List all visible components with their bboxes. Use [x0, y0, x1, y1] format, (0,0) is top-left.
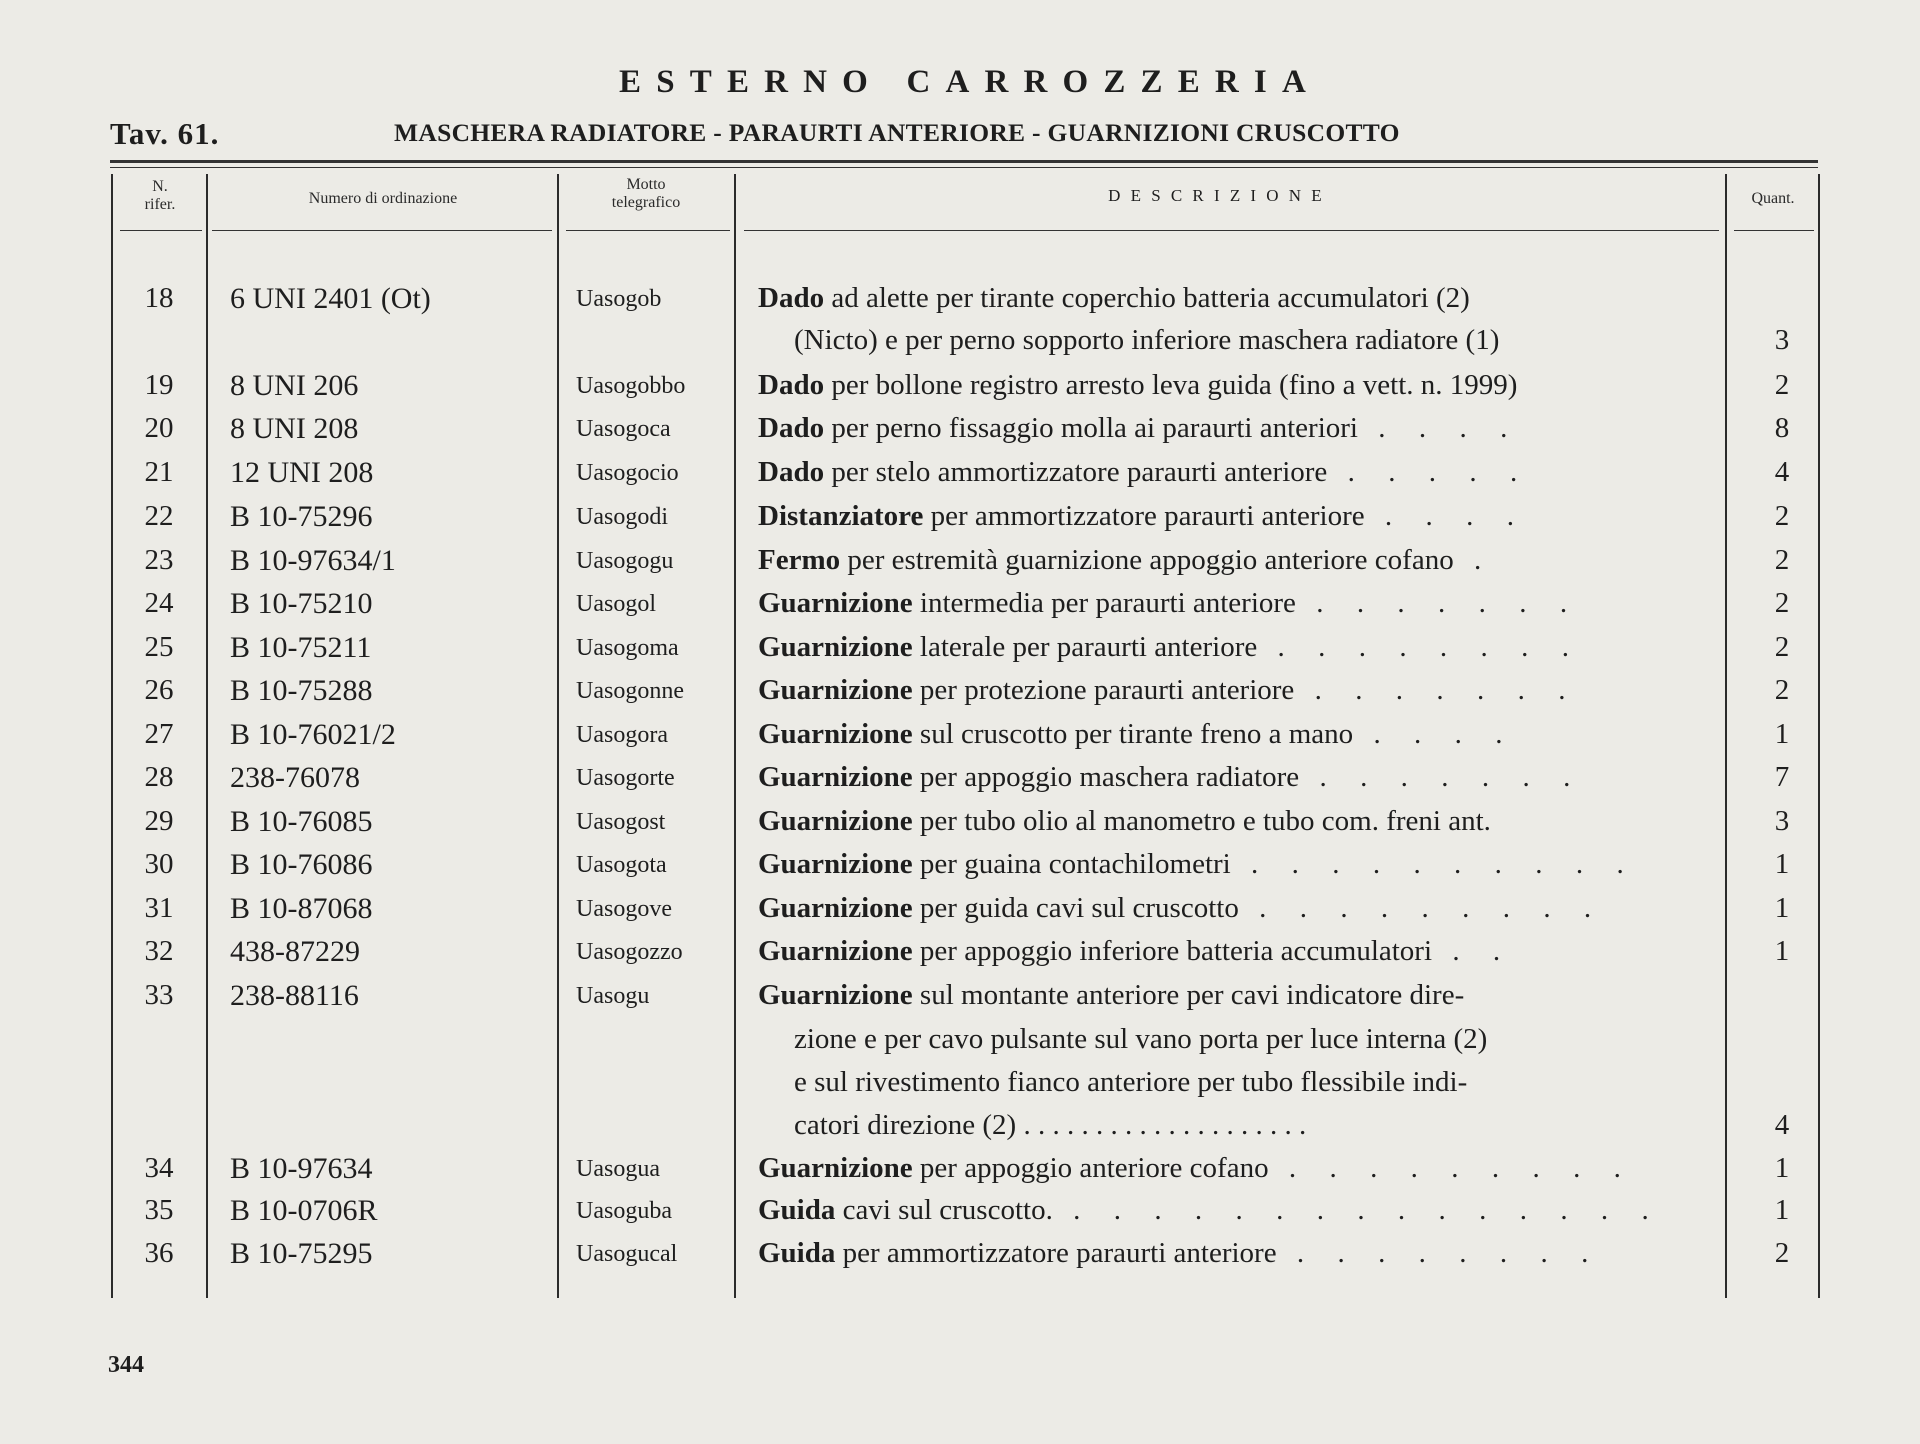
order-number: B 10-87068 — [230, 892, 373, 925]
header-ref-line2: rifer. — [144, 196, 176, 214]
header-underline-order — [212, 230, 552, 231]
part-name: Guarnizione — [758, 979, 913, 1011]
description — [794, 1109, 1708, 1142]
quantity: 3 — [1774, 324, 1790, 356]
plate-number: Tav. 61. — [110, 116, 220, 151]
table-row — [0, 674, 1920, 718]
plate-subtitle: MASCHERA RADIATORE - PARAURTI ANTERIORE - GUARNIZIONI CRUSCOTTO — [394, 118, 1400, 147]
ref-number: 20 — [144, 412, 174, 444]
quantity: 2 — [1774, 587, 1790, 619]
header-ref-line1: N. — [152, 178, 168, 195]
description-text: e sul rivestimento fianco anteriore per tubo flessibile indi- — [794, 1066, 1468, 1098]
telegraphic-code: Uasogoca — [576, 416, 671, 442]
part-name: Dado — [758, 456, 825, 488]
quantity: 2 — [1774, 500, 1790, 532]
table-row — [0, 848, 1920, 892]
description-text: per perno fissaggio molla ai paraurti anteriori — [824, 412, 1358, 444]
ref-number: 30 — [144, 848, 174, 880]
part-name: Guarnizione — [758, 848, 913, 880]
description — [758, 544, 1708, 577]
part-name: Dado — [758, 282, 825, 314]
leader-dots: . . . . . . . . . . — [1230, 848, 1637, 880]
table-row — [0, 456, 1920, 500]
description — [758, 718, 1708, 751]
telegraphic-code: Uasogora — [576, 722, 668, 748]
description — [758, 979, 1708, 1012]
page-number: 344 — [108, 1352, 144, 1378]
order-number: B 10-97634 — [230, 1152, 373, 1185]
description-text: per bollone registro arresto leva guida (fino a vett. n. 1999) — [824, 369, 1518, 401]
quantity: 2 — [1774, 631, 1790, 663]
quantity: 1 — [1774, 1194, 1790, 1226]
description-text: cavi sul cruscotto. — [835, 1194, 1053, 1226]
description-text: per guaina contachilometri — [912, 848, 1231, 880]
telegraphic-code: Uasogove — [576, 896, 672, 922]
leader-dots: . . . . . . . — [1294, 674, 1579, 706]
part-name: Guarnizione — [758, 718, 913, 750]
telegraphic-code: Uasogob — [576, 286, 662, 312]
telegraphic-code: Uasogodi — [576, 504, 668, 530]
quantity: 4 — [1774, 456, 1790, 488]
table-row — [0, 324, 1920, 368]
description-text: per appoggio anteriore cofano — [912, 1152, 1269, 1184]
ref-number: 32 — [144, 935, 174, 967]
description — [758, 848, 1708, 881]
order-number: B 10-76086 — [230, 848, 373, 881]
description-text: catori direzione (2) — [794, 1109, 1017, 1141]
description — [758, 805, 1708, 838]
description — [758, 587, 1708, 620]
telegraphic-code: Uasogonne — [576, 678, 684, 704]
description-text: per appoggio inferiore batteria accumulatori — [912, 935, 1433, 967]
order-number: B 10-75211 — [230, 631, 372, 664]
quantity: 3 — [1774, 805, 1790, 837]
order-number: 8 UNI 208 — [230, 412, 359, 445]
telegraphic-code: Uasogocio — [576, 460, 679, 486]
description — [758, 412, 1708, 445]
leader-dots: . . . . . . . . . . . . . . . . . . . . — [1016, 1109, 1307, 1141]
description — [758, 456, 1708, 489]
order-number: B 10-97634/1 — [230, 544, 396, 577]
leader-dots: . . . . . — [1327, 456, 1531, 488]
description-text: ad alette per tirante coperchio batteria accumulatori (2) — [824, 282, 1470, 314]
ref-number: 29 — [144, 805, 174, 837]
quantity: 1 — [1774, 1152, 1790, 1184]
description — [758, 892, 1708, 925]
quantity: 2 — [1774, 674, 1790, 706]
telegraphic-code: Uasogogu — [576, 548, 674, 574]
table-row — [0, 1194, 1920, 1238]
part-name: Guarnizione — [758, 631, 913, 663]
leader-dots: . . . . . . . . . — [1268, 1152, 1634, 1184]
part-name: Guarnizione — [758, 805, 913, 837]
table-row — [0, 412, 1920, 456]
header-motto-line2: telegrafico — [611, 194, 681, 212]
part-name: Fermo — [758, 544, 841, 576]
part-name: Guarnizione — [758, 587, 913, 619]
telegraphic-code: Uasogota — [576, 852, 667, 878]
table-row — [0, 761, 1920, 805]
order-number: B 10-75296 — [230, 500, 373, 533]
description — [794, 324, 1708, 357]
description — [758, 1237, 1708, 1270]
leader-dots: . . . . . . . — [1299, 761, 1584, 793]
part-name: Guida — [758, 1237, 836, 1269]
leader-dots: . . . . . . . . . . . . . . . — [1052, 1194, 1662, 1226]
order-number: 438-87229 — [230, 935, 360, 968]
order-number: B 10-75295 — [230, 1237, 373, 1270]
description — [758, 369, 1708, 402]
ref-number: 26 — [144, 674, 174, 706]
description-text: per tubo olio al manometro e tubo com. freni ant. — [912, 805, 1491, 837]
quantity: 8 — [1774, 412, 1790, 444]
order-number: 8 UNI 206 — [230, 369, 359, 402]
table-row — [0, 631, 1920, 675]
header-description: DESCRIZIONE — [1108, 186, 1332, 205]
table-row — [0, 892, 1920, 936]
leader-dots: . . . . — [1353, 718, 1516, 750]
ref-number: 33 — [144, 979, 174, 1011]
ref-number: 21 — [144, 456, 174, 488]
order-number: 6 UNI 2401 (Ot) — [230, 282, 431, 315]
part-name: Guarnizione — [758, 761, 913, 793]
table-row — [0, 1023, 1920, 1067]
description-text: sul montante anteriore per cavi indicatore dire- — [912, 979, 1465, 1011]
order-number: 238-76078 — [230, 761, 360, 794]
header-underline-qty — [1734, 230, 1814, 231]
ref-number: 25 — [144, 631, 174, 663]
table-row — [0, 1237, 1920, 1281]
part-name: Dado — [758, 412, 825, 444]
quantity: 1 — [1774, 892, 1790, 924]
order-number: B 10-0706R — [230, 1194, 378, 1227]
ref-number: 24 — [144, 587, 174, 619]
table-row — [0, 544, 1920, 588]
description-text: sul cruscotto per tirante freno a mano — [912, 718, 1354, 750]
ref-number: 35 — [144, 1194, 174, 1226]
description-text: per estremità guarnizione appoggio anteriore cofano — [840, 544, 1454, 576]
quantity: 1 — [1774, 848, 1790, 880]
part-name: Distanziatore — [758, 500, 924, 532]
description — [794, 1066, 1708, 1099]
section-title: ESTERNO CARROZZERIA — [619, 64, 1321, 100]
telegraphic-code: Uasogorte — [576, 765, 675, 791]
table-row — [0, 587, 1920, 631]
table-row — [0, 935, 1920, 979]
ref-number: 34 — [144, 1152, 174, 1184]
part-name: Guida — [758, 1194, 836, 1226]
part-name: Guarnizione — [758, 1152, 913, 1184]
quantity: 1 — [1774, 718, 1790, 750]
table-row — [0, 369, 1920, 413]
header-ref — [118, 178, 202, 215]
table-top-rule — [110, 160, 1818, 163]
telegraphic-code: Uasogu — [576, 983, 650, 1009]
table-row — [0, 282, 1920, 326]
header-qty: Quant. — [1751, 190, 1795, 207]
order-number: B 10-75288 — [230, 674, 373, 707]
description-text: intermedia per paraurti anteriore — [912, 587, 1296, 619]
header-order: Numero di ordinazione — [308, 190, 458, 207]
table-row — [0, 718, 1920, 762]
quantity: 4 — [1774, 1109, 1790, 1141]
description — [758, 631, 1708, 664]
table-row — [0, 500, 1920, 544]
table-row — [0, 1109, 1920, 1153]
ref-number: 31 — [144, 892, 174, 924]
leader-dots: . . . . — [1364, 500, 1527, 532]
telegraphic-code: Uasogost — [576, 809, 666, 835]
header-underline-desc — [744, 230, 1719, 231]
description — [758, 1194, 1708, 1227]
order-number: B 10-76021/2 — [230, 718, 396, 751]
order-number: B 10-76085 — [230, 805, 373, 838]
part-name: Dado — [758, 369, 825, 401]
leader-dots: . — [1453, 544, 1495, 576]
description — [758, 500, 1708, 533]
order-number: 12 UNI 208 — [230, 456, 374, 489]
ref-number: 22 — [144, 500, 174, 532]
quantity: 1 — [1774, 935, 1790, 967]
table-row — [0, 1066, 1920, 1110]
description-text: (Nicto) e per perno sopporto inferiore maschera radiatore (1) — [794, 324, 1500, 356]
description — [794, 1023, 1708, 1056]
telegraphic-code: Uasogol — [576, 591, 656, 617]
description-text: laterale per paraurti anteriore — [912, 631, 1258, 663]
description — [758, 282, 1708, 315]
telegraphic-code: Uasoguba — [576, 1198, 672, 1224]
description — [758, 761, 1708, 794]
ref-number: 28 — [144, 761, 174, 793]
header-motto-line1: Motto — [626, 176, 666, 193]
part-name: Guarnizione — [758, 674, 913, 706]
leader-dots: . . — [1432, 935, 1514, 967]
description — [758, 935, 1708, 968]
telegraphic-code: Uasogobbo — [576, 373, 686, 399]
part-name: Guarnizione — [758, 935, 913, 967]
table-top-rule-thin — [110, 167, 1818, 168]
header-motto — [560, 176, 732, 213]
telegraphic-code: Uasogozzo — [576, 939, 683, 965]
leader-dots: . . . . . . . — [1295, 587, 1581, 619]
order-number: B 10-75210 — [230, 587, 373, 620]
telegraphic-code: Uasogua — [576, 1156, 660, 1182]
leader-dots: . . . . . . . . . — [1238, 892, 1605, 924]
ref-number: 23 — [144, 544, 174, 576]
ref-number: 27 — [144, 718, 174, 750]
ref-number: 36 — [144, 1237, 174, 1269]
quantity: 2 — [1774, 369, 1790, 401]
description-text: per guida cavi sul cruscotto — [912, 892, 1239, 924]
quantity: 2 — [1774, 1237, 1790, 1269]
table-row — [0, 979, 1920, 1023]
ref-number: 19 — [144, 369, 174, 401]
description-text: per ammortizzatore paraurti anteriore — [835, 1237, 1277, 1269]
leader-dots: . . . . . . . . — [1276, 1237, 1602, 1269]
description-text: zione e per cavo pulsante sul vano porta per luce interna (2) — [794, 1023, 1488, 1055]
table-row — [0, 805, 1920, 849]
quantity: 7 — [1774, 761, 1790, 793]
header-underline-ref — [120, 230, 202, 231]
telegraphic-code: Uasogoma — [576, 635, 679, 661]
description-text: per stelo ammortizzatore paraurti anteriore — [824, 456, 1328, 488]
telegraphic-code: Uasogucal — [576, 1241, 678, 1267]
table-row — [0, 1152, 1920, 1196]
leader-dots: . . . . . . . . — [1257, 631, 1583, 663]
description — [758, 1152, 1708, 1185]
order-number: 238-88116 — [230, 979, 359, 1012]
description-text: per protezione paraurti anteriore — [912, 674, 1295, 706]
leader-dots: . . . . — [1357, 412, 1521, 444]
description-text: per appoggio maschera radiatore — [912, 761, 1300, 793]
header-underline-motto — [566, 230, 730, 231]
part-name: Guarnizione — [758, 892, 913, 924]
description-text: per ammortizzatore paraurti anteriore — [923, 500, 1365, 532]
quantity: 2 — [1774, 544, 1790, 576]
description — [758, 674, 1708, 707]
ref-number: 18 — [144, 282, 174, 314]
